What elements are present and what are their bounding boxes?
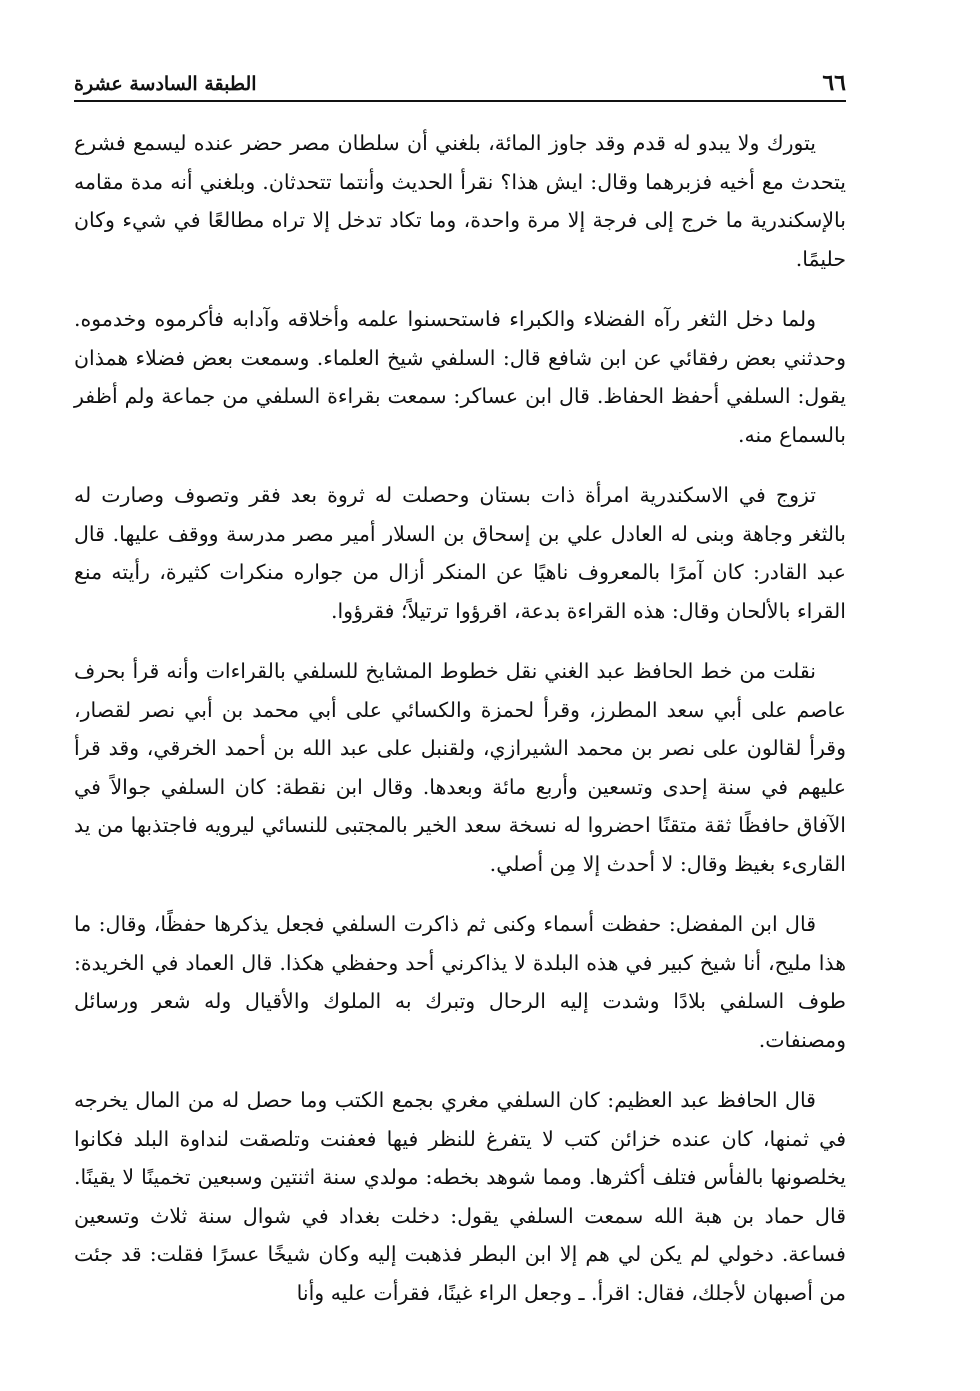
book-page bbox=[74, 56, 846, 1356]
paragraph: ولما دخل الثغر رآه الفضلاء والكبراء فاستحسنوا علمه وأخلاقه وآدابه فأكرموه وخدموه. وحدثني بعض رفقائي عن ابن شافع قال: السلفي شيخ العلماء. وسمعت بعض فضلاء همذان يقول: السلفي أحفظ الحفاظ. قال ابن عساكر: سمعت بقراءة السلفي من جماعة ولم أظفر بالسماع منه. bbox=[74, 307, 846, 447]
paragraph: تزوج في الاسكندرية امرأة ذات بستان وحصلت له ثروة بعد فقر وتصوف وصارت له بالثغر وجاهة وبنى له العادل علي بن إسحاق بن السلار أمير مصر مدرسة ووقف عليها. قال عبد القادر: كان آمرًا بالمعروف ناهيًا عن المنكر أزال من جواره منكرات كثيرة، رأيته منع القراء بالألحان وقال: هذه القراءة بدعة، اقرؤوا ترتيلاً؛ فقرؤوا. bbox=[74, 483, 846, 623]
page-number: ٦٦ bbox=[822, 70, 846, 96]
paragraph: نقلت من خط الحافظ عبد الغني نقل خطوط المشايخ للسلفي بالقراءات وأنه قرأ بحرف عاصم على أبي سعد المطرز، وقرأ لحمزة والكسائي على أبي محمد بن أبي نصر لقصار، وقرأ لقالون على نصر بن محمد الشيرازي، ولقنبل على عبد الله بن أحمد الخرقي، وقد قرأ عليهم في سنة إحدى وتسعين وأربع مائة وبعدها. وقال ابن نقطة: كان السلفي جوالاً في الآفاق حافظًا ثقة متقنًا احضروا له نسخة سعد الخير بالمجتبى للنسائي ليرويه فاجتذبها من يد القارىء بغيظ وقال: لا أحدث إلا مِن أصلي. bbox=[74, 659, 846, 876]
running-title: الطبقة السادسة عشرة bbox=[74, 73, 257, 95]
page-body bbox=[74, 124, 846, 1312]
paragraph: قال الحافظ عبد العظيم: كان السلفي مغري بجمع الكتب وما حصل له من المال يخرجه في ثمنها، كان عنده خزائن كتب لا يتفرغ للنظر فيها فعفنت وتلصقت لنداوة البلد فكانوا يخلصونها بالفأس فتلف أكثرها. ومما شوهد بخطه: مولدي سنة اثنتين وسبعين تخمينًا لا يقينًا. قال حماد بن هبة الله سمعت السلفي يقول: دخلت بغداد في شوال سنة ثلاث وتسعين فساعة. دخولي لم يكن لي هم إلا ابن البطر فذهبت إليه وكان شيخًا عسرًا فقلت: قد جئت من أصبهان لأجلك، فقال: اقرأ. ـ وجعل الراء غينًا، فقرأت عليه وأنا bbox=[74, 1088, 846, 1305]
paragraph: قال ابن المفضل: حفظت أسماء وكنى ثم ذاكرت السلفي فجعل يذكرها حفظًا، وقال: ما هذا مليح، أنا شيخ كبير في هذه البلدة لا يذاكرني أحد وحفظي هكذا. قال العماد في الخريدة: طوف السلفي بلادًا وشدت إليه الرحال وتبرك به الملوك والأقيال وله شعر ورسائل ومصنفات. bbox=[74, 912, 846, 1052]
page-header bbox=[74, 56, 846, 102]
paragraph: يتورك ولا يبدو له قدم وقد جاوز المائة، بلغني أن سلطان مصر حضر عنده ليسمع فشرع يتحدث مع أخيه فزبرهما وقال: ايش هذا؟ نقرأ الحديث وأنتما تتحدثان. وبلغني أنه مدة مقامه بالإسكندرية ما خرج إلى فرجة إلا مرة واحدة، وما تكاد تدخل إلا تراه مطالعًا في شيء وكان حليمًا. bbox=[74, 131, 846, 271]
